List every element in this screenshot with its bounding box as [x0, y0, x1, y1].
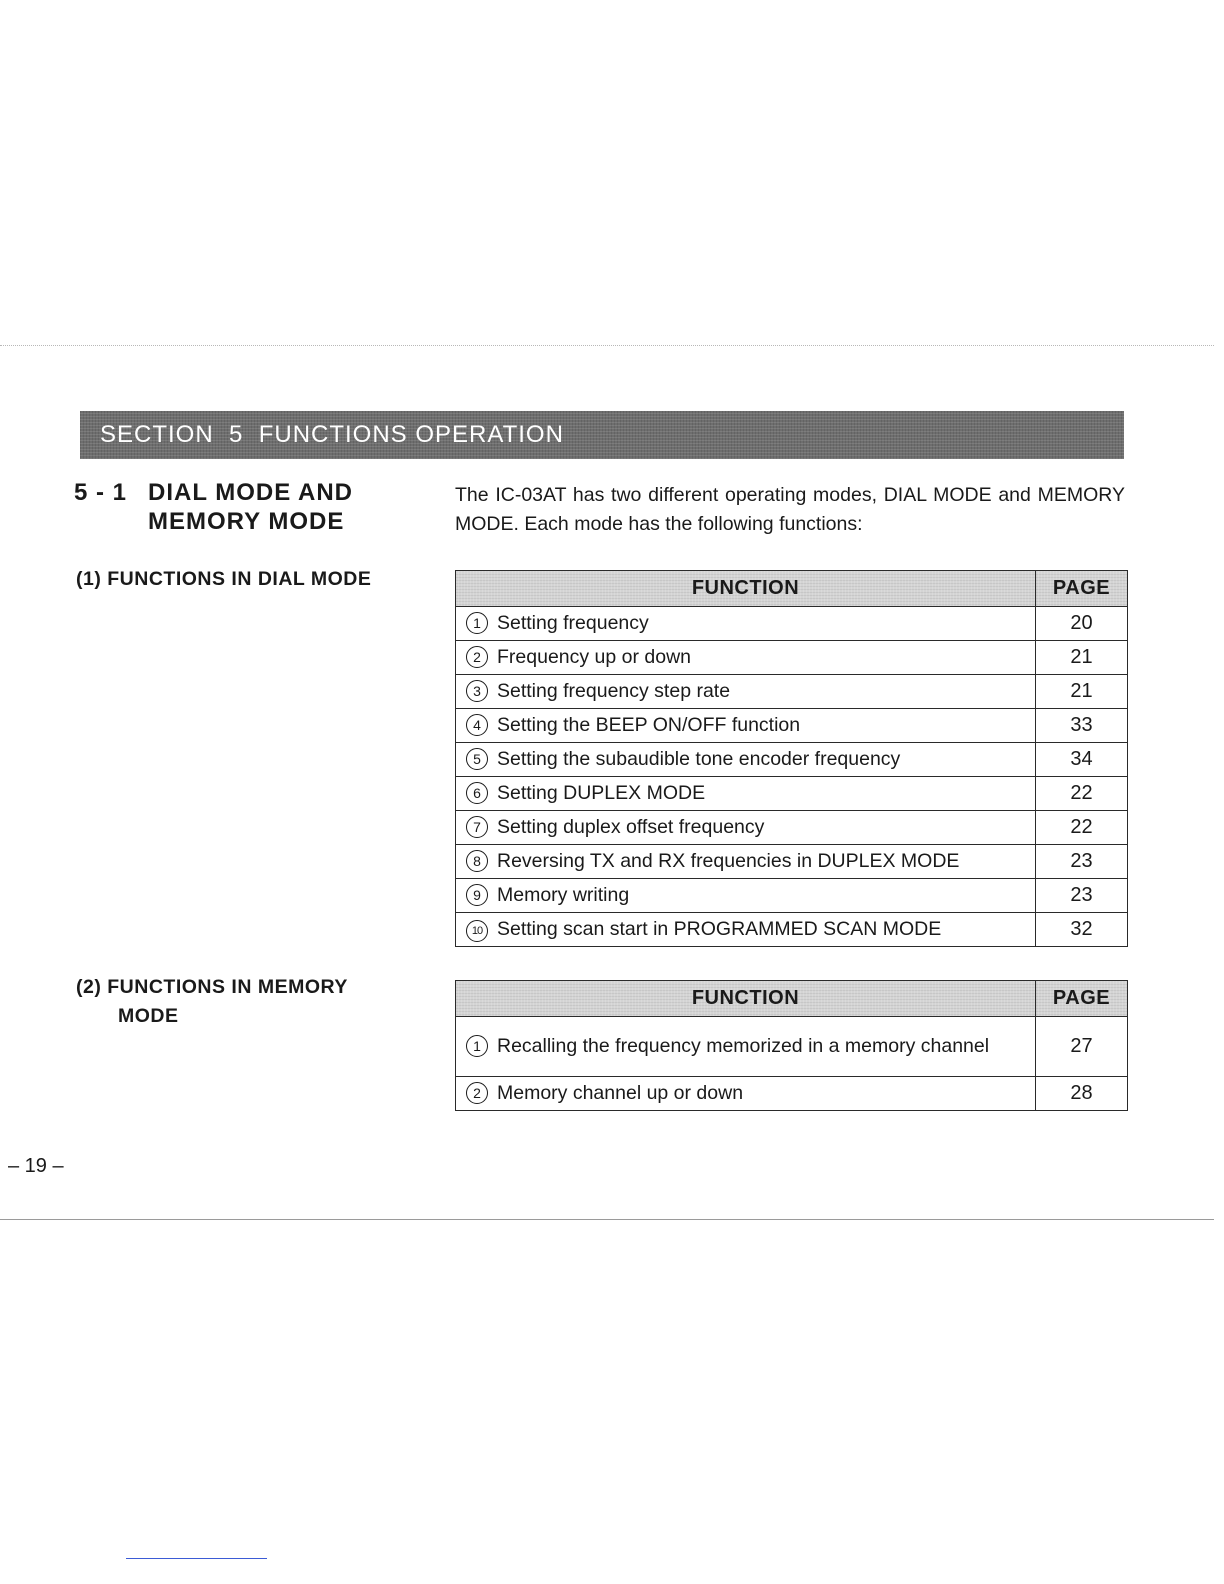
dial-mode-heading [76, 565, 371, 594]
page-cell: 23 [1036, 845, 1128, 879]
function-cell: 1 Recalling the frequency memorized in a memory channel [456, 1017, 1036, 1077]
memory-mode-table [455, 980, 1128, 1111]
footer-mark [126, 1558, 267, 1559]
table-row [456, 675, 1128, 709]
page-cell: 33 [1036, 709, 1128, 743]
table-row [456, 879, 1128, 913]
section-title-line2: MEMORY MODE [148, 508, 345, 535]
circled-number-icon: 10 [466, 920, 488, 942]
circled-number-icon: 3 [466, 680, 488, 702]
table-row [456, 1077, 1128, 1111]
function-cell: 5 Setting the subaudible tone encoder frequency [456, 743, 1036, 777]
memory-mode-heading-line1: (2) FUNCTIONS IN MEMORY [76, 976, 348, 998]
circled-number-icon: 9 [466, 884, 488, 906]
dial-mode-table [455, 570, 1128, 947]
intro-paragraph: The IC-03AT has two different operating modes, DIAL MODE and MEMORY MODE. Each mode has the following functions: [455, 484, 1125, 535]
function-cell: 4 Setting the BEEP ON/OFF function [456, 709, 1036, 743]
circled-number-icon: 1 [466, 612, 488, 634]
page-column-header: PAGE [1036, 981, 1128, 1017]
function-cell: 7 Setting duplex offset frequency [456, 811, 1036, 845]
table-row [456, 1017, 1128, 1077]
bottom-divider [0, 1219, 1214, 1220]
section-5-1-heading [74, 478, 353, 536]
table-row [456, 777, 1128, 811]
section-number: 5 - 1 [74, 479, 128, 506]
table-row [456, 743, 1128, 777]
table-row [456, 641, 1128, 675]
circled-number-icon: 4 [466, 714, 488, 736]
function-column-header: FUNCTION [456, 981, 1036, 1017]
memory-mode-heading-line2: MODE [118, 1005, 179, 1027]
circled-number-icon: 2 [466, 1082, 488, 1104]
table-row [456, 913, 1128, 947]
page-cell: 23 [1036, 879, 1128, 913]
page-cell: 32 [1036, 913, 1128, 947]
function-cell: 1 Setting frequency [456, 607, 1036, 641]
page-number: – 19 – [8, 1155, 64, 1177]
table-row [456, 607, 1128, 641]
table-row [456, 845, 1128, 879]
page-column-header: PAGE [1036, 571, 1128, 607]
circled-number-icon: 7 [466, 816, 488, 838]
circled-number-icon: 6 [466, 782, 488, 804]
circled-number-icon: 1 [466, 1035, 488, 1057]
dial-mode-heading-text: (1) FUNCTIONS IN DIAL MODE [76, 568, 372, 590]
circled-number-icon: 8 [466, 850, 488, 872]
function-column-header: FUNCTION [456, 571, 1036, 607]
page-cell: 22 [1036, 811, 1128, 845]
page-cell: 21 [1036, 675, 1128, 709]
function-cell: 2 Memory channel up or down [456, 1077, 1036, 1111]
page-cell: 21 [1036, 641, 1128, 675]
function-cell: 2 Frequency up or down [456, 641, 1036, 675]
table-header-row [456, 571, 1128, 607]
function-cell: 8 Reversing TX and RX frequencies in DUPLEX MODE [456, 845, 1036, 879]
page-cell: 34 [1036, 743, 1128, 777]
page-cell: 20 [1036, 607, 1128, 641]
memory-mode-heading [76, 973, 348, 1031]
function-cell: 9 Memory writing [456, 879, 1036, 913]
top-divider [0, 345, 1214, 346]
section-title-line1: DIAL MODE AND [148, 479, 353, 506]
circled-number-icon: 2 [466, 646, 488, 668]
function-cell: 3 Setting frequency step rate [456, 675, 1036, 709]
function-cell: 10 Setting scan start in PROGRAMMED SCAN MODE [456, 913, 1036, 947]
circled-number-icon: 5 [466, 748, 488, 770]
page-cell: 28 [1036, 1077, 1128, 1111]
table-row [456, 709, 1128, 743]
page-cell: 22 [1036, 777, 1128, 811]
function-cell: 6 Setting DUPLEX MODE [456, 777, 1036, 811]
section-banner: SECTION 5 FUNCTIONS OPERATION [80, 411, 1124, 459]
table-row [456, 811, 1128, 845]
page-cell: 27 [1036, 1017, 1128, 1077]
table-header-row [456, 981, 1128, 1017]
